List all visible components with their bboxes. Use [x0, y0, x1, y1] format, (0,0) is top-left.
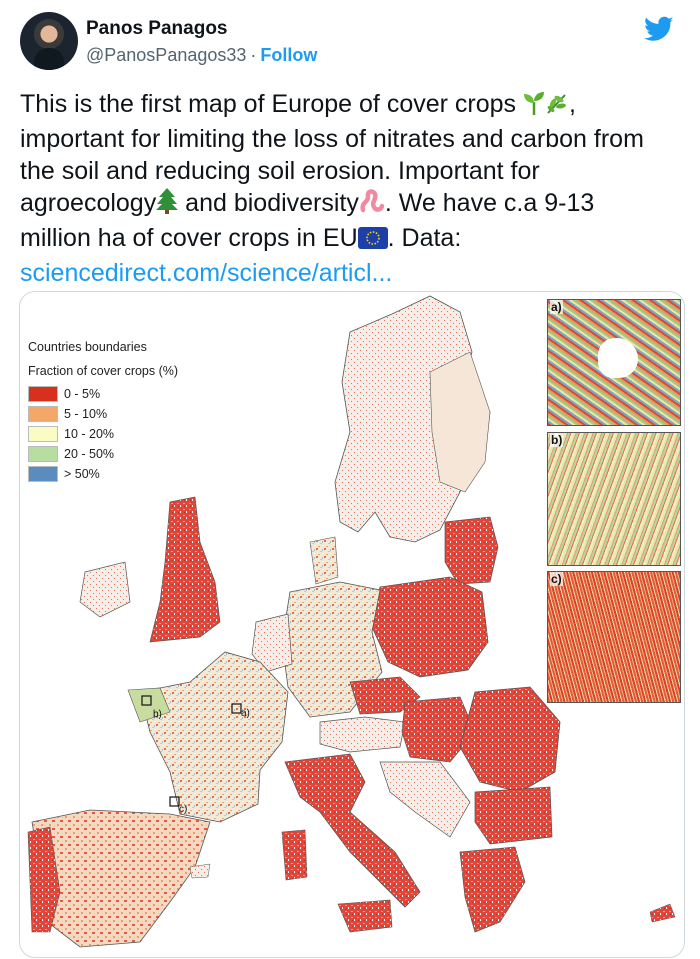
author-handle[interactable]: @PanosPanagos33 — [86, 45, 247, 65]
legend-label: 20 - 50% — [64, 447, 115, 461]
seedling-icon — [523, 91, 545, 123]
tweet-line-2: important for limiting the loss of nitrates and carbon from — [20, 125, 644, 153]
tweet-line-4a: agroecology — [20, 189, 157, 217]
inset-label-a: a) — [551, 300, 562, 314]
follow-button[interactable]: Follow — [260, 45, 318, 65]
inset-label-c: c) — [551, 572, 562, 586]
legend-item — [28, 464, 178, 484]
article-link[interactable]: sciencedirect.com/science/articl... — [20, 259, 393, 287]
marker-c-label: c) — [179, 804, 188, 815]
inset-a-lake — [598, 338, 638, 378]
legend-item — [28, 404, 178, 424]
inset-map-c — [547, 571, 681, 703]
eu-flag-icon — [358, 225, 388, 257]
legend-swatch — [28, 446, 58, 462]
tweet-text — [20, 88, 680, 289]
legend-title: Countries boundaries — [28, 340, 147, 354]
media-card[interactable] — [19, 291, 685, 958]
legend-subtitle: Fraction of cover crops (%) — [28, 364, 179, 378]
marker-a-label: a) — [241, 708, 250, 719]
tweet-line-3: the soil and reducing soil erosion. Important for — [20, 157, 540, 185]
avatar[interactable] — [20, 12, 78, 70]
author-name[interactable]: Panos Panagos — [86, 18, 228, 39]
legend-label: 10 - 20% — [64, 427, 115, 441]
tweet-line-4c: . We have c.a 9-13 — [384, 189, 595, 217]
legend-swatch — [28, 426, 58, 442]
legend-item — [28, 424, 178, 444]
tweet-header — [20, 12, 680, 72]
legend-label: 0 - 5% — [64, 387, 101, 401]
legend-swatch — [28, 386, 58, 402]
herb-icon — [545, 91, 569, 123]
legend-item — [28, 384, 178, 404]
tweet-line-5b: . Data: — [387, 224, 462, 252]
separator-dot: · — [250, 45, 257, 65]
tweet-line-1: This is the first map of Europe of cover crops — [20, 90, 517, 118]
legend-label: 5 - 10% — [64, 407, 108, 421]
inset-map-a — [547, 299, 681, 426]
legend-item — [28, 444, 178, 464]
legend-swatch — [28, 466, 58, 482]
map-legend — [28, 340, 178, 484]
handle-row — [86, 45, 317, 66]
marker-b-label: b) — [153, 709, 162, 720]
worm-icon — [359, 188, 385, 222]
evergreen-tree-icon — [156, 188, 178, 222]
inset-label-b: b) — [551, 433, 563, 447]
inset-map-b — [547, 432, 681, 566]
legend-swatch — [28, 406, 58, 422]
tweet-line-4b: and biodiversity — [185, 189, 359, 217]
legend-label: > 50% — [64, 467, 100, 481]
tweet-line-1-end: , — [569, 90, 576, 118]
tweet-line-5a: million ha of cover crops in EU — [20, 224, 358, 252]
twitter-bird-icon[interactable] — [644, 16, 674, 42]
